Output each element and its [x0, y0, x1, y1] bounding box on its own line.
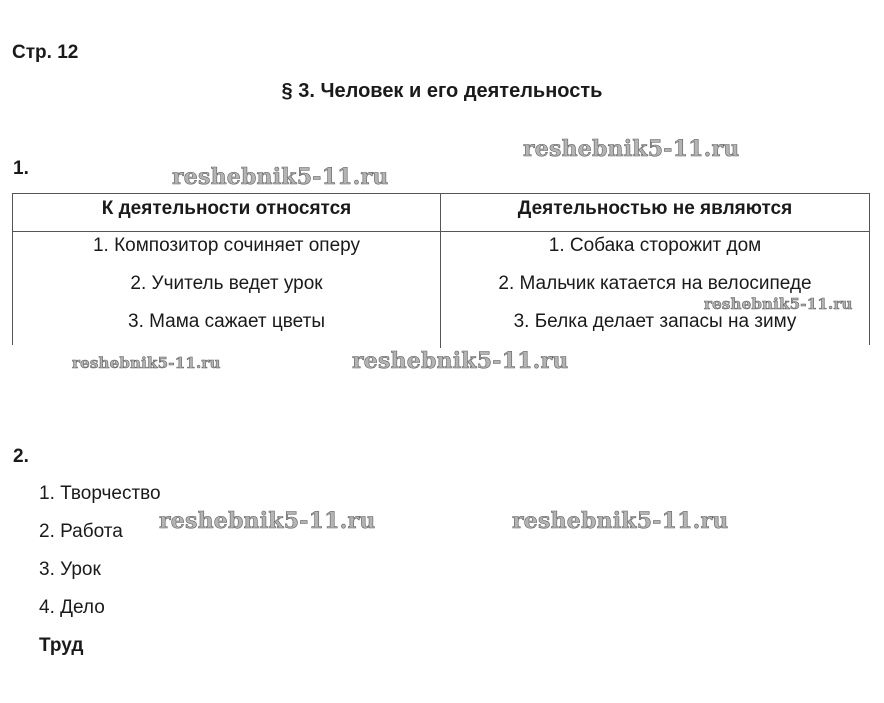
table-row: 2. Мальчик катается на велосипеде — [498, 273, 812, 294]
table-row: 2. Учитель ведет урок — [130, 273, 323, 294]
page-number: Стр. 12 — [12, 42, 79, 63]
list-item: 3. Урок — [39, 559, 101, 580]
column-header-activities: К деятельности относятся — [13, 194, 441, 232]
watermark: reshebnik5-11.ru — [159, 508, 376, 534]
activities-cell — [13, 232, 441, 348]
task-2-answer: Труд — [39, 635, 84, 656]
watermark: reshebnik5-11.ru — [512, 508, 729, 534]
list-item: 2. Работа — [39, 521, 123, 542]
watermark: reshebnik5-11.ru — [172, 164, 389, 190]
watermark: reshebnik5-11.ru — [352, 348, 569, 374]
column-header-not-activities: Деятельностью не являются — [441, 194, 869, 232]
not-activities-cell — [441, 232, 869, 348]
list-item: 4. Дело — [39, 597, 105, 618]
task-1-number: 1. — [13, 158, 29, 179]
table-row: 3. Мама сажает цветы — [128, 311, 325, 332]
watermark: reshebnik5-11.ru — [523, 136, 740, 162]
watermark: reshebnik5-11.ru — [704, 295, 853, 313]
table-row: 3. Белка делает запасы на зиму — [513, 311, 797, 332]
activity-table — [12, 193, 870, 345]
table-row: 1. Собака сторожит дом — [548, 235, 762, 256]
task-2-number: 2. — [13, 446, 29, 467]
task-2-list — [39, 482, 161, 658]
watermark: reshebnik5-11.ru — [72, 354, 221, 372]
list-item: 1. Творчество — [39, 483, 161, 504]
table-row: 1. Композитор сочиняет оперу — [92, 235, 361, 256]
section-title: § 3. Человек и его деятельность — [281, 80, 603, 102]
